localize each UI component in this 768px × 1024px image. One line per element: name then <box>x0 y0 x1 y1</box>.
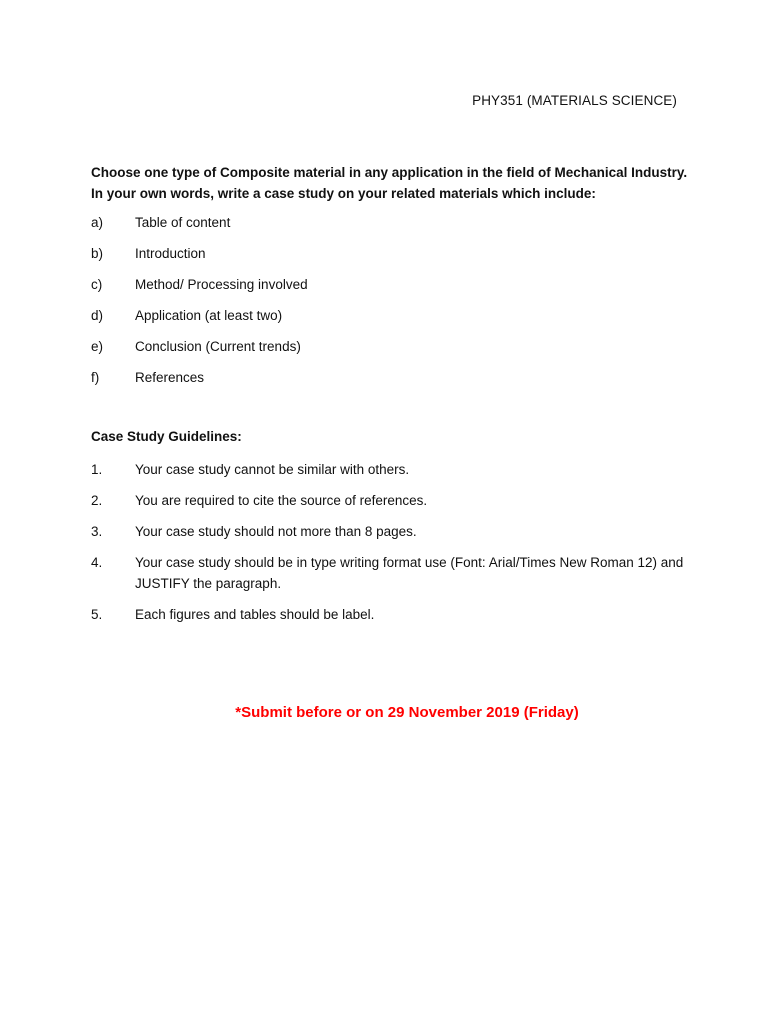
course-code-heading: PHY351 (MATERIALS SCIENCE) <box>472 93 677 108</box>
list-marker: 4. <box>91 555 103 570</box>
list-marker: f) <box>91 370 100 385</box>
assignment-instructions <box>91 162 691 204</box>
list-marker: d) <box>91 308 104 323</box>
list-item-text: References <box>135 370 205 385</box>
guidelines-list <box>91 459 691 635</box>
list-item <box>91 275 308 306</box>
case-study-contents-list <box>91 213 308 399</box>
list-marker: b) <box>91 246 104 261</box>
list-item-text: Method/ Processing involved <box>135 277 308 292</box>
instruction-line-2: In your own words, write a case study on your related materials which include: <box>91 186 596 201</box>
list-item <box>91 604 691 625</box>
guidelines-heading: Case Study Guidelines: <box>91 429 242 444</box>
list-item <box>91 213 308 244</box>
list-marker: 2. <box>91 493 103 508</box>
list-item <box>91 244 308 275</box>
list-item <box>91 368 308 399</box>
list-item <box>91 337 308 368</box>
list-marker: a) <box>91 215 104 230</box>
list-item-text: Table of content <box>135 215 231 230</box>
list-item-text: Your case study should be in type writing format use (Font: Arial/Times New Roman 12) and JUSTIFY the paragraph. <box>135 555 684 591</box>
submission-deadline: *Submit before or on 29 November 2019 (Friday) <box>235 704 579 721</box>
list-marker: 1. <box>91 462 103 477</box>
list-item-text: Introduction <box>135 246 206 261</box>
list-marker: 3. <box>91 524 103 539</box>
list-item-text: Your case study cannot be similar with others. <box>135 462 410 477</box>
list-marker: e) <box>91 339 104 354</box>
list-item-text: Each figures and tables should be label. <box>135 607 375 622</box>
list-item-text: Your case study should not more than 8 pages. <box>135 524 417 539</box>
list-item-text: You are required to cite the source of references. <box>135 493 428 508</box>
list-item <box>91 459 691 480</box>
list-marker: 5. <box>91 607 103 622</box>
list-marker: c) <box>91 277 103 292</box>
list-item <box>91 306 308 337</box>
list-item <box>91 552 691 594</box>
list-item <box>91 521 691 542</box>
instruction-line-1: Choose one type of Composite material in any application in the field of Mechanical Industry. <box>91 165 688 180</box>
list-item-text: Conclusion (Current trends) <box>135 339 301 354</box>
list-item <box>91 490 691 511</box>
list-item-text: Application (at least two) <box>135 308 283 323</box>
